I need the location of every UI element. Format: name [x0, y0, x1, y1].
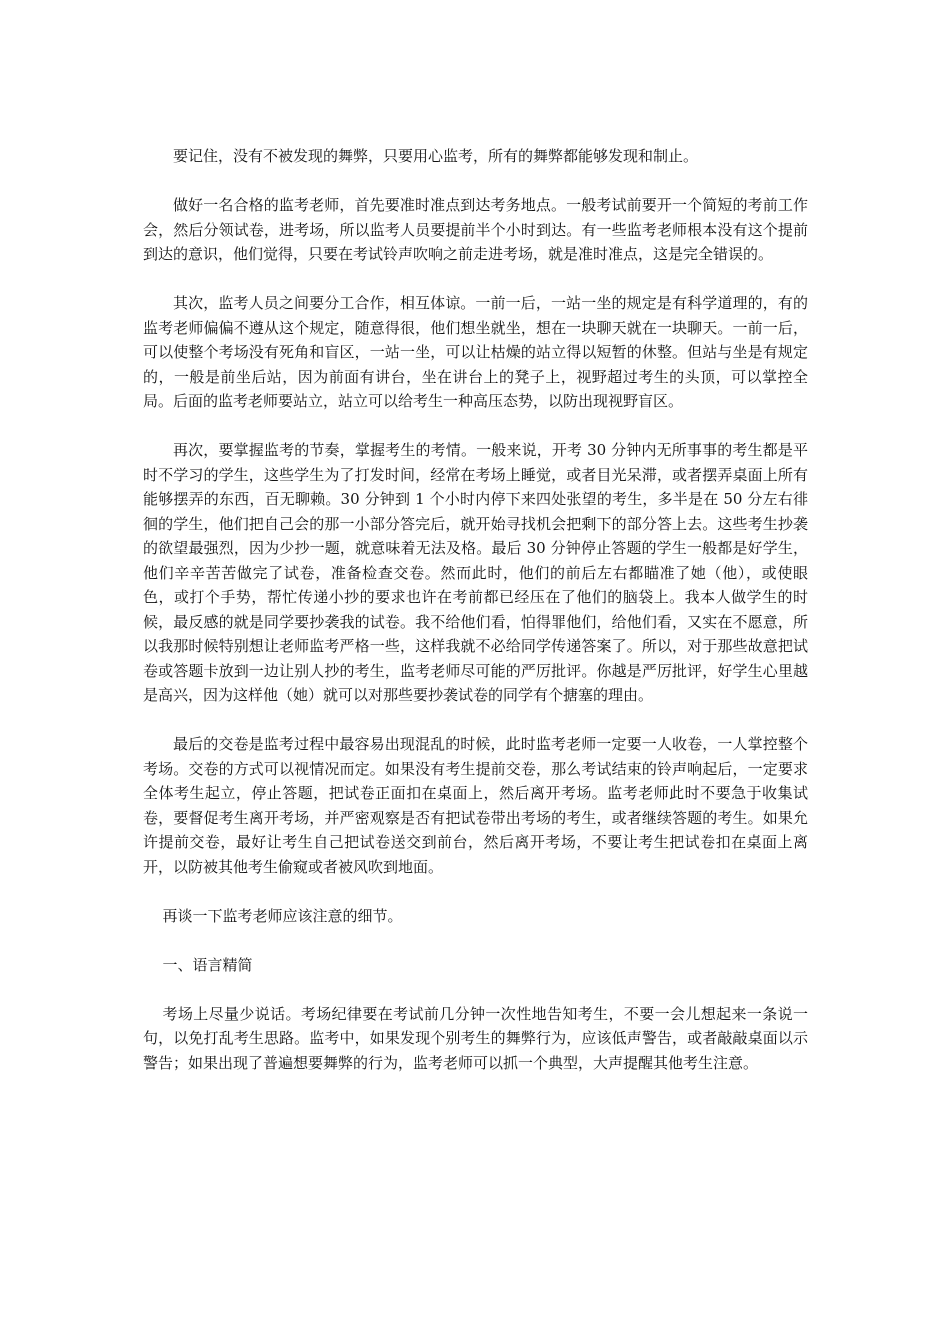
- paragraph-reminder: 要记住，没有不被发现的舞弊，只要用心监考，所有的舞弊都能够发现和制止。: [173, 147, 699, 165]
- paragraph-exam-rhythm: 再次，要掌握监考的节奏，掌握考生的考情。一般来说，开考 30 分钟内无所事事的考生都是平时不学习的学生，这些学生为了打发时间，经常在考场上睡觉，或者目光呆滞，或者摆弄桌面上所有能够摆弄的东西，百无聊赖。30 分钟到 1 个小时内停下来四处张望的考生，多半是在 50 分左右徘徊的学生，他们把自己会的那一小部分答完后，就开始寻找机会把剩下的部分答上去。这些考生抄袭的欲望最强烈，因为少抄一题，就意味着无法及格。最后 30 分钟停止答题的学生一般都是好学生，他们辛辛苦苦做完了试卷，准备检查交卷。然而此时，他们的前后左右都瞄准了她（他），或使眼色，或打个手势，帮忙传递小抄的要求也许在考前都已经压在了他们的脑袋上。我本人做学生的时候，最反感的就是同学要抄袭我的试卷。我不给他们看，怕得罪他们，给他们看，又实在不愿意，所以我那时候特别想让老师监考严格一些，这样我就不必给同学传递答案了。所以，对于那些故意把试卷或答题卡放到一边让别人抄的考生，监考老师尽可能的严厉批评。你越是严厉批评，好学生心里越是高兴，因为这样他（她）就可以对那些要抄袭试卷的同学有个搪塞的理由。: [143, 441, 808, 704]
- paragraph-punctuality: 做好一名合格的监考老师，首先要准时准点到达考务地点。一般考试前要开一个简短的考前工作会，然后分领试卷，进考场，所以监考人员要提前半个小时到达。有一些监考老师根本没有这个提前到达的意识，他们觉得，只要在考试铃声吹响之前走进考场，就是准时准点，这是完全错误的。: [143, 196, 808, 263]
- section-heading-concise-language: 一、语言精简: [162, 955, 253, 974]
- paragraph-collecting-papers: 最后的交卷是监考过程中最容易出现混乱的时候，此时监考老师一定要一人收卷，一人掌控整个考场。交卷的方式可以视情况而定。如果没有考生提前交卷，那么考试结束的铃声响起后，一定要求全体考生起立，停止答题，把试卷正面扣在桌面上，然后离开考场。监考老师此时不要急于收集试卷，要督促考生离开考场，并严密观察是否有把试卷带出考场的考生，或者继续答题的考生。如果允许提前交卷，最好让考生自己把试卷送交到前台，然后离开考场，不要让考生把试卷扣在桌面上离开，以防被其他考生偷窥或者被风吹到地面。: [143, 735, 808, 876]
- paragraph-speak-less: 考场上尽量少说话。考场纪律要在考试前几分钟一次性地告知考生，不要一会儿想起来一条说一句，以免打乱考生思路。监考中，如果发现个别考生的舞弊行为，应该低声警告，或者敲敲桌面以示警告；如果出现了普遍想要舞弊的行为，监考老师可以抓一个典型，大声提醒其他考生注意。: [143, 1004, 808, 1072]
- paragraph-cooperation: 其次，监考人员之间要分工合作，相互体谅。一前一后，一站一坐的规定是有科学道理的，有的监考老师偏偏不遵从这个规定，随意得很，他们想坐就坐，想在一块聊天就在一块聊天。一前一后，可以使整个考场没有死角和盲区，一站一坐，可以让枯燥的站立得以短暂的休整。但站与坐是有规定的，一般是前坐后站，因为前面有讲台，坐在讲台上的凳子上，视野超过考生的头顶，可以掌控全局。后面的监考老师要站立，站立可以给考生一种高压态势，以防出现视野盲区。: [143, 294, 808, 410]
- paragraph-details-intro: 再谈一下监考老师应该注意的细节。: [162, 906, 403, 925]
- document-page: [143, 144, 808, 1100]
